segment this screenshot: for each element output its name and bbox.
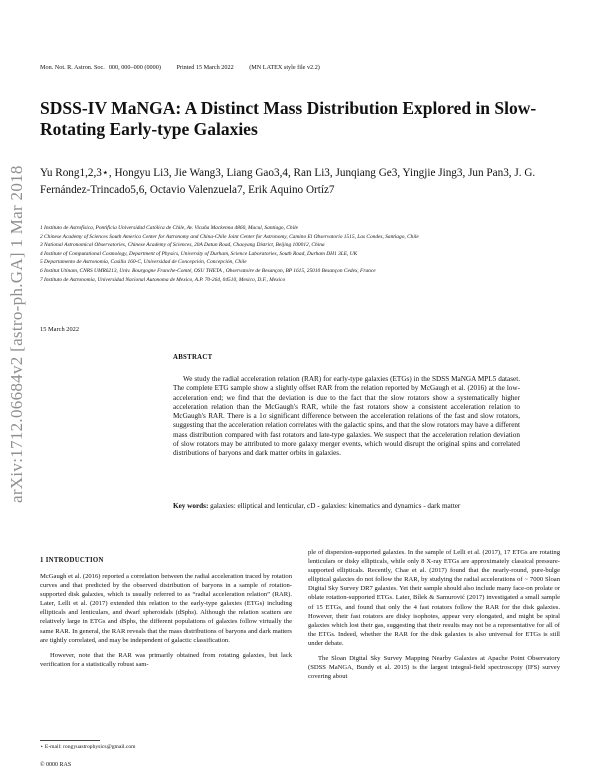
affiliation: 6 Institut Utinam, CNRS UMR6213, Univ. Bourgogne Franche-Comté, OSU THETA , Observatoire de Besançon, BP 1615, 25010 Besançon Cedex, France: [40, 267, 376, 274]
printed-date: Printed 15 March 2022: [176, 64, 234, 71]
affiliation: 1 Instituto de Astrofísica, Pontificia Universidad Católica de Chile, Av. Vicuña Mackenna 4860, Macul, Santiago, Chile: [40, 225, 298, 231]
paper-title: SDSS-IV MaNGA: A Distinct Mass Distribution Explored in Slow-Rotating Early-type Galaxies: [40, 98, 537, 139]
affiliations: [40, 224, 580, 284]
affiliation: 3 National Astronomical Observatories, Chinese Academy of Sciences, 20A Datun Road, Chaoyang District, Beijing 100012, China: [40, 242, 325, 249]
affiliation: 5 Departamento de Astronomía, Casilla 160-C, Universidad de Concepción, Concepción, Chile: [40, 259, 247, 266]
keywords: [173, 502, 520, 511]
paragraph: McGaugh et al. (2016) reported a correlation between the radial acceleration traced by rotation curves and that predicted by the observed distribution of baryons in a sample of rotation-supported disk galaxies, which is usually referred to as “radial acceleration relation” (RAR). Later, Lelli et al. (2017) extended this relation to the early-type galaxies (ETGs) including ellipticals and lenticulars, and dwarf spheroidals (dSphs). Although the relation scatters are relatively large in ETGs and dSphs, the different populations of galaxies follow virtually the same RAR. In general, the RAR reveals that the mass distributions of baryons and dark matters are tightly correlated, and may be independent of galactic classification.: [40, 573, 292, 644]
arxiv-identifier: arXiv:1712.06684v2 [astro-ph.GA] 1 Mar 2018: [7, 165, 26, 503]
affiliation: 4 Institute of Computational Cosmology, Department of Physics, University of Durham, Science Laboratories, South Road, Durham DH1 3LE, UK: [40, 250, 358, 257]
paper-date: 15 March 2022: [40, 326, 80, 333]
footnote-email: ⋆ E-mail: rongyuastrophysics@gmail.com: [40, 744, 136, 750]
paragraph: ple of dispersion-supported galaxies. In the sample of Lelli et al. (2017), 17 ETGs are rotating lenticulars or disky ellipticals, while only 8 X-ray ETGs are approximately classical pressure-supported ellipticals. Recently, Chae et al. (2017) found that the nearly-round, pure-bulge elliptical galaxies do not follow the RAR, by studying the radial accelerations of ~ 7000 Sloan Digital Sky Survey DR7 galaxies. Yet their sample should also include many face-on prolate or oblate rotation-supported ETGs. Later, Bílek & Samurović (2017) investigated a small sample of 15 ETGs, and found that only the 4 fast rotators follow the RAR for the disk galaxies. However, their fast rotators are disky isophotes, appear very elongated, and might be spiral galaxies which lost their gas, suggesting that their results may not be a representative for all of the ETGs. Indeed, whether the RAR for the disk galaxies is also universal for ETGs is still under debate.: [308, 549, 560, 647]
intro-left-column: [40, 572, 292, 669]
intro-right-column: [308, 548, 560, 681]
author-list: Yu Rong1,2,3⋆, Hongyu Li3, Jie Wang3, Liang Gao3,4, Ran Li3, Junqiang Ge3, Yingjie Jing3, Jun Pan3, J. G. Fernández-Trincado5,6, Octavio Valenzuela7, Erik Aquino Ortíz7: [40, 167, 536, 196]
abstract-text: We study the radial acceleration relation (RAR) for early-type galaxies (ETGs) in the SDSS MaNGA MPL5 dataset. The complete ETG sample show a slightly offset RAR from the relation reported by McGaugh et al. (2016) at the low-acceleration end; we find that the deviation is due to the fact that the slow rotators show a systematically higher acceleration relation than the McGaugh's RAR, while the fast rotators show a consistent acceleration relation to McGaugh's RAR. There is a 1σ significant difference between the acceleration relations of the fast and slow rotators, suggesting that the acceleration relation correlates with the galactic spins, and that the slow rotators may have a different mass distribution compared with fast rotators and late-type galaxies. We suspect that the acceleration relation deviation of slow rotators may be attributed to more galaxy merger events, which would disrupt the original spins and correlated distributions of baryons and dark matter orbits in galaxies.: [173, 375, 520, 458]
affiliation: 7 Instituto de Astronomia, Universidad Nacional Autonoma de Mexico, A.P. 70-264, 04510, Mexico, D.F., Mexico: [40, 276, 286, 283]
keywords-text: galaxies: elliptical and lenticular, cD - galaxies: kinematics and dynamics - dark matter: [210, 502, 461, 510]
affiliation: 2 Chinese Academy of Sciences South America Center for Astronomy and China-Chile Joint Center for Astronomy, Camino El Observatorio 1515, Las Condes, Santiago, Chile: [40, 233, 419, 240]
paragraph: The Sloan Digital Sky Survey Mapping Nearby Galaxies at Apache Point Observatory (SDSS MaNGA, Bundy et al. 2015) is the largest integral-field spectroscopy (IFS) survey covering about: [308, 655, 560, 681]
journal-name: Mon. Not. R. Astron. Soc.: [40, 64, 105, 71]
running-header: [40, 64, 334, 71]
section-heading: 1 INTRODUCTION: [40, 557, 104, 564]
abstract-heading: ABSTRACT: [173, 354, 213, 361]
copyright: © 0000 RAS: [40, 762, 72, 768]
paragraph: However, note that the RAR was primarily obtained from rotating galaxies, but lack verification for a statistically robust sam-: [40, 651, 292, 668]
footnote-divider: [40, 740, 100, 741]
style-file: (MN LATEX style file v2.2): [249, 64, 320, 71]
keywords-label: Key words:: [173, 502, 209, 510]
volume-pages: 000, 000–000 (0000): [108, 64, 161, 71]
